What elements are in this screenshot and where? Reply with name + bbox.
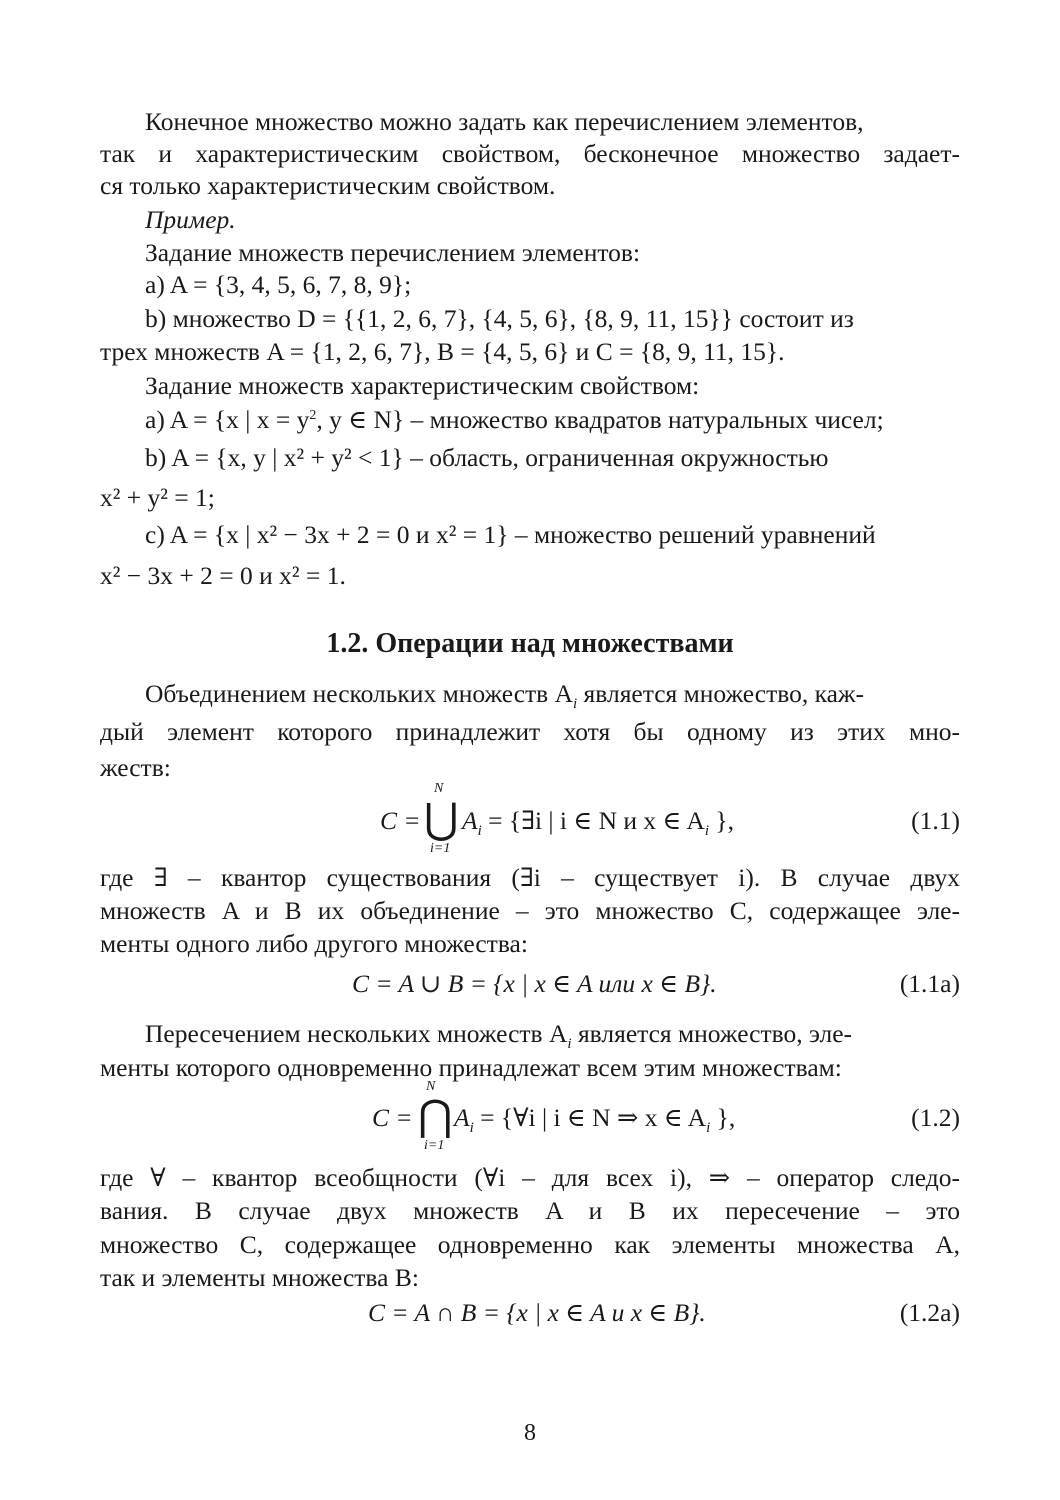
paragraph-line: Объединением нескольких множеств $A_i$ является множество, каж- <box>145 679 865 713</box>
example-item: b) A = {x, y | x² + y² < 1} – область, ограниченная окружностью <box>145 443 829 472</box>
paragraph-line: ся только характеристическим свойством. <box>100 171 556 200</box>
page-number: 8 <box>524 1420 536 1446</box>
equation-number: (1.1) <box>911 806 960 835</box>
paragraph-line: множеств A и B их объединение – это множество C, содержащее эле- <box>100 896 960 925</box>
paragraph-line: так и элементы множества B: <box>100 1263 419 1292</box>
equation-number: (1.1а) <box>899 969 960 998</box>
paragraph-line: Пересечением нескольких множеств $A_i$ является множество, эле- <box>145 1019 853 1053</box>
example-item: b) множество D = {{1, 2, 6, 7}, {4, 5, 6}, {8, 9, 11, 15}} состоит из <box>145 304 854 333</box>
paragraph-line: менты одного либо другого множества: <box>100 929 528 958</box>
formula-line: x² + y² = 1; <box>100 483 215 512</box>
example-item: a) A = {3, 4, 5, 6, 7, 8, 9}; <box>145 270 412 299</box>
paragraph-line: где ∀ – квантор всеобщности (∀i – для всех i), ⇒ – оператор следо- <box>100 1163 960 1192</box>
example-item: a) A = {x | $x = y^2$, y ∈ N} – множество квадратов натуральных чисел; <box>145 405 884 434</box>
equation-number: (1.2) <box>911 1103 960 1132</box>
union-operator: ⋃ <box>424 797 459 843</box>
example-label: Пример. <box>145 205 236 234</box>
paragraph-line: где ∃ – квантор существования (∃i – существует i). В случае двух <box>100 863 960 892</box>
paragraph-line: так и характеристическим свойством, бесконечное множество задает- <box>100 139 960 168</box>
paragraph-line: жеств: <box>100 753 171 782</box>
section-title: 1.2. Операции над множествами <box>326 628 734 659</box>
formula-line: x² − 3x + 2 = 0 и x² = 1. <box>100 561 346 590</box>
equation-number: (1.2а) <box>899 1298 960 1327</box>
paragraph-line: множество C, содержащее одновременно как элементы множества A, <box>100 1230 960 1259</box>
paragraph-line: вания. В случае двух множеств A и B их пересечение – это <box>100 1196 960 1225</box>
paragraph-line: трех множеств A = {1, 2, 6, 7}, B = {4, 5, 6} и C = {8, 9, 11, 15}. <box>100 337 785 366</box>
intersection-operator: ⋂ <box>418 1094 453 1140</box>
paragraph-line: менты которого одновременно принадлежат всем этим множествам: <box>100 1053 842 1082</box>
paragraph-line: Задание множеств характеристическим свойством: <box>145 371 700 400</box>
paragraph-line: дый элемент которого принадлежит хотя бы одному из этих мно- <box>100 717 960 746</box>
paragraph-line: Задание множеств перечислением элементов: <box>145 238 641 267</box>
example-item: c) A = {x | x² − 3x + 2 = 0 и x² = 1} – множество решений уравнений <box>145 520 876 549</box>
document-page: Конечное множество можно задать как перечислением элементов, так и характеристическим свойством, бесконечное множество задает- ся только характеристическим свойством. Пример. Задание множеств перечислением элементов: a) A = {3, 4, 5, 6, 7, 8, 9}; b) множество D = {{1, 2, 6, 7}, {4, 5, 6}, {8, 9, 11, 15}} состоит из трех множеств A = {1, 2, 6, 7}, B = {4, 5, 6} и C = {8, 9, 11, 15}. Задание множеств характеристическим свойством: a) A = {x | $x = y^2$, y ∈ N} – множество квадратов натуральных чисел; b) A = {x, y | x² + y² < 1} – область, ограниченная окружностью x² + y² = 1; c) A = {x | x² − 3x + 2 = 0 и x² = 1} – множество решений уравнений x² − 3x + 2 = 0 и x² = 1. 1.2. Операции над множествами Объединением нескольких множеств $A_i$ является множество, каж- дый элемент которого принадлежит хотя бы одному из этих мно- жеств: C = N ⋃ i=1 $A_i$ = {∃i | i ∈ N и x ∈ $A_i$ }, (1.1) где ∃ – квантор существования (∃i – существует i). В случае двух множеств A и B их объединение – это множество C, содержащее эле- менты одного либо другого множества: C = A ∪ B = {x | x ∈ A или x ∈ B}. (1.1а) Пересечением нескольких множеств $A_i$ является множество, эле- менты которого одновременно принадлежат всем этим множествам: C = N ⋂ i=1 $A_i$ = {∀i | i ∈ N ⇒ x ∈ $A_i$ }, (1.2) где ∀ – квантор всеобщности (∀i – для всех i), ⇒ – оператор следо- вания. В случае двух множеств A и B их пересечение – это множество C, содержащее одновременно как элементы множества A, так и элементы множества B: C = A ∩ B = {x | x ∈ A и x ∈ B}. (1.2а) 8 <box>0 0 1060 1500</box>
paragraph-line: Конечное множество можно задать как перечислением элементов, <box>145 107 864 136</box>
